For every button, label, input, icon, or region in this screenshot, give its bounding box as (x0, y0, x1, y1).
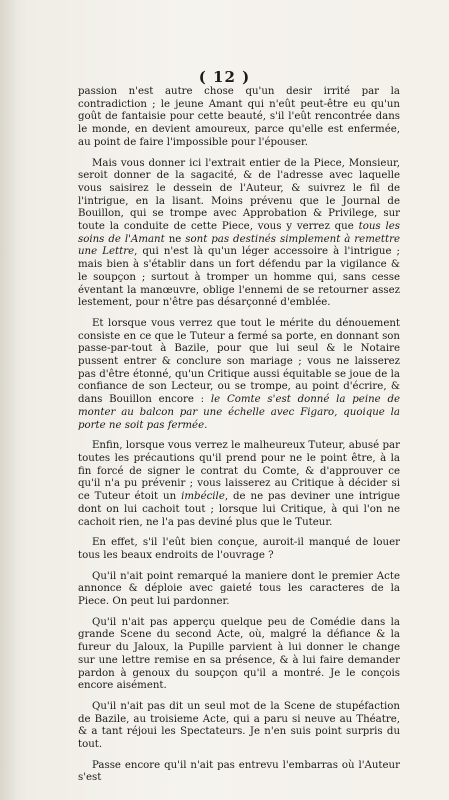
paragraph (78, 701, 400, 752)
paragraph (78, 318, 400, 432)
paragraph (78, 86, 400, 150)
body-text (78, 86, 400, 793)
text-run: Et lorsque vous verrez que tout le mérite du dénouement consiste en ce que le Tuteur a fermé sa porte, en donnant son passe-par-tout à Bazile, pour que lui seul & le Notaire pussent entrer & conclure son mariage ; vous ne laisserez pas d'être étonné, qu'un Critique aussi équitable se joue de la confiance de son Lecteur, ou se trompe, au point d'écrire, & dans Bouillon encore : (78, 317, 400, 406)
paragraph (78, 571, 400, 609)
paragraph (78, 158, 400, 310)
text-run: En effet, s'il l'eût bien conçue, auroit-il manqué de louer tous les beaux endroits de l'ouvrage ? (78, 537, 400, 561)
paragraph (78, 617, 400, 693)
italic-run: sont pas destinés simplement à remettre une Lettre (78, 233, 400, 258)
italic-run: imbécile (181, 491, 225, 503)
page-gutter-shadow (0, 0, 28, 800)
text-run: Mais vous donner ici l'extrait entier de la Piece, Monsieur, seroit donner de la sagacité, & de l'adresse avec laquelle vous saisirez le dessein de l'Auteur, & suivrez le fil de l'intrigue, en la lisant. Moins prévenu que le Journal de Bouillon, qui se trompe avec Approbation & Privilege, sur toute la conduite de cette Piece, vous y verrez que (78, 157, 400, 233)
paragraph (78, 537, 400, 562)
text-run: Enfin, lorsque vous verrez le malheureux Tuteur, abusé par toutes les précautions qu'il prend pour ne le point être, à la fin forcé de signer le contrat du Comte, & d'approuver ce qu'il n'a pu prévenir ; vous laisserez au Critique à décider si ce Tuteur étoit un (78, 440, 400, 503)
paragraph (78, 440, 400, 529)
italic-run: le Comte s'est donné la peine de monter au balcon par une échelle avec Figaro, quoique la porte ne soit pas fermée. (78, 394, 400, 431)
text-run: passion n'est autre chose qu'un desir irrité par la contradiction ; le jeune Amant qui n'eût peut-être eu qu'un goût de fantaisie pour cette beauté, s'il l'eût rencontrée dans le monde, en devient amoureux, parce qu'elle est enfermée, au point de faire l'impossible pour l'épouser. (78, 86, 400, 148)
text-run: Qu'il n'ait pas dit un seul mot de la Scene de stupéfaction de Bazile, au troisieme Acte, qui a paru si neuve au Théatre, & a tant réjoui les Spectateurs. Je n'en suis point surpris du tout. (78, 700, 400, 751)
text-run: Qu'il n'ait point remarqué la maniere dont le premier Acte annonce & déploie avec gaieté tous les caracteres de la Piece. On peut lui pardonner. (78, 570, 400, 608)
text-run: , de ne pas deviner une intrigue dont on lui cachoit tout ; lorsque lui Critique, à qui l'on ne cachoit rien, ne l'a pas deviné plus que le Tuteur. (78, 491, 400, 528)
italic-run: tous les soins de l'Amant (78, 221, 400, 245)
text-run: , qui n'est là qu'un léger accessoire à l'intrigue ; mais bien à s'établir dans un fort défendu par la vigilance & le soupçon ; surtout à tromper un homme qui, sans cesse éventant la manœuvre, oblige l'ennemi de se retourner assez lestement, pour n'être pas désarçonné d'emblée. (78, 246, 400, 309)
page-number: ( 12 ) (198, 68, 251, 86)
text-run: ne (164, 233, 186, 245)
paragraph (78, 760, 400, 785)
text-run: Passe encore qu'il n'ait pas entrevu l'embarras où l'Auteur s'est (78, 759, 400, 784)
text-run: Qu'il n'ait pas apperçu quelque peu de Comédie dans la grande Scene du second Acte, où, malgré la défiance & la fureur du Jaloux, la Pupille parvient à lui donner le change sur une lettre remise en sa présence, & à lui faire demander pardon à genoux du soupçon qu'il a montré. Je le conçois encore aisément. (78, 616, 400, 692)
